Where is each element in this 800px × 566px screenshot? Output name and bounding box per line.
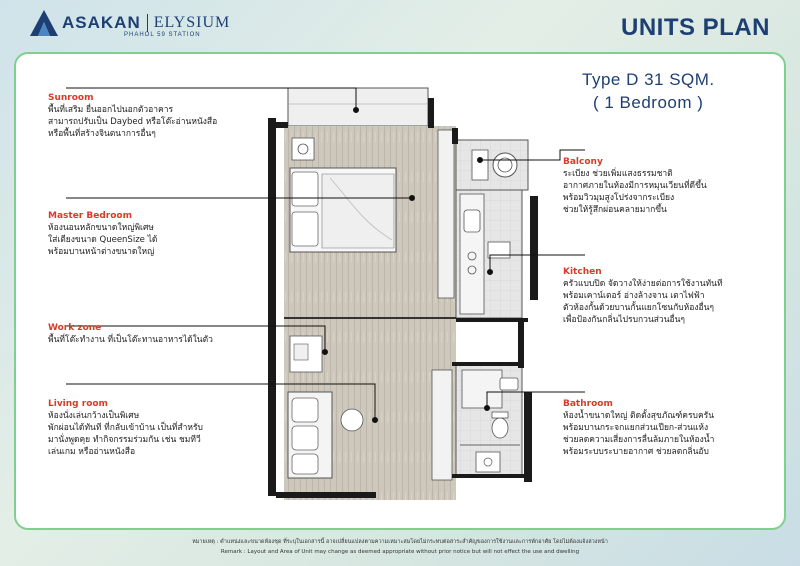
balcony-title: Balcony — [563, 157, 603, 167]
living-room-title: Living room — [48, 399, 108, 409]
label-bathroom — [563, 398, 714, 458]
master-bedroom-desc: ห้องนอนหลักขนาดใหญ่พิเศษ ใส่เตียงขนาด QueenSize ได้ พร้อมบานหน้าต่างขนาดใหญ่ — [48, 223, 158, 257]
bathroom-title: Bathroom — [563, 399, 613, 409]
sunroom-desc: พื้นที่เสริม ยื่นออกไปนอกตัวอาคาร สามารถปรับเป็น Daybed หรือโต๊ะอ่านหนังสือ หรือพื้นที่สร้างจินตนาการอื่นๆ — [48, 105, 218, 139]
sofa — [288, 392, 332, 478]
wardrobe — [438, 130, 454, 298]
unit-bedrooms: ( 1 Bedroom ) — [593, 93, 704, 112]
brand-name: ASAKAN — [62, 13, 141, 32]
bathroom-area — [456, 365, 522, 477]
remark-english: Remark : Layout and Area of Unit may change as deemed appropriate without prior notice but will not effect the use and dwelling — [220, 549, 580, 555]
tv-cabinet — [432, 370, 452, 480]
label-sunroom — [48, 92, 217, 140]
kitchen-area — [456, 190, 522, 318]
label-balcony — [563, 156, 707, 216]
queen-bed — [290, 168, 396, 252]
station-name: PHAHOL 59 STATION — [124, 32, 201, 38]
kitchen-title: Kitchen — [563, 267, 602, 277]
master-bedroom-title: Master Bedroom — [48, 211, 132, 221]
remark-thai: หมายเหตุ : ตำแหน่งและขนาดห้องชุด ที่ระบุในเอกสารนี้ อาจเปลี่ยนแปลงตามความเหมาะสมโดยไม่กระทบต่อสาระสำคัญของการใช้งานและการพักอาศัย โดยไม่ต้องแจ้งล่วงหน้า — [192, 539, 608, 545]
label-work-zone — [48, 322, 213, 346]
kitchen-desc: ครัวแบบปิด จัดวางให้ง่ายต่อการใช้งานทันที พร้อมเคาน์เตอร์ อ่างล้างจาน เตาไฟฟ้า ตัวห้องกั้นด้วยบานกั้นแยกโซนกับห้องอื่นๆ เพื่อป้องกันกลิ่นไปรบกวนส่วนอื่นๆ — [563, 279, 723, 325]
work-zone-desc: พื้นที่โต๊ะทำงาน ที่เป็นโต๊ะทานอาหารได้ในตัว — [48, 335, 213, 345]
page-title: UNITS PLAN — [621, 14, 770, 41]
bathroom-desc: ห้องน้ำขนาดใหญ่ ติดตั้งสุขภัณฑ์ครบครัน พร้อมบานกระจกแยกส่วนเปียก-ส่วนแห้ง ช่วยลดความเสี่ยงการลื่นล้มภายในห้องน้ำ พร้อมระบบระบายอากาศ ช่วยลดกลิ่นอับ — [563, 411, 715, 457]
balcony-desc: ระเบียง ช่วยเพิ่มแสงธรรมชาติ อากาศภายในห้องมีการหมุนเวียนที่ดีขึ้น พร้อมวิวมุมสูงโปร่งจากระเบียง ช่วยให้รู้สึกผ่อนคลายมากขึ้น — [563, 169, 707, 215]
coffee-table — [341, 409, 363, 431]
nightstand — [292, 138, 314, 160]
work-desk — [290, 336, 322, 372]
work-zone-title: Work zone — [48, 323, 102, 333]
sunroom-area — [288, 88, 428, 126]
label-master-bedroom — [48, 210, 157, 258]
unit-type: Type D 31 SQM. — [582, 70, 715, 89]
sunroom-title: Sunroom — [48, 93, 94, 103]
balcony-area — [456, 140, 528, 190]
label-living-room — [48, 398, 203, 458]
project-name: ELYSIUM — [153, 14, 231, 31]
living-room-desc: ห้องนั่งเล่นกว้างเป็นพิเศษ พักผ่อนได้ทันที ที่กลับเข้าบ้าน เป็นที่สำหรับ มานั่งพูดคุย ทำกิจกรรมร่วมกัน เช่น ชมทีวี เล่นเกม หรืออ่านหนังสือ — [48, 411, 203, 457]
label-kitchen — [563, 266, 723, 326]
